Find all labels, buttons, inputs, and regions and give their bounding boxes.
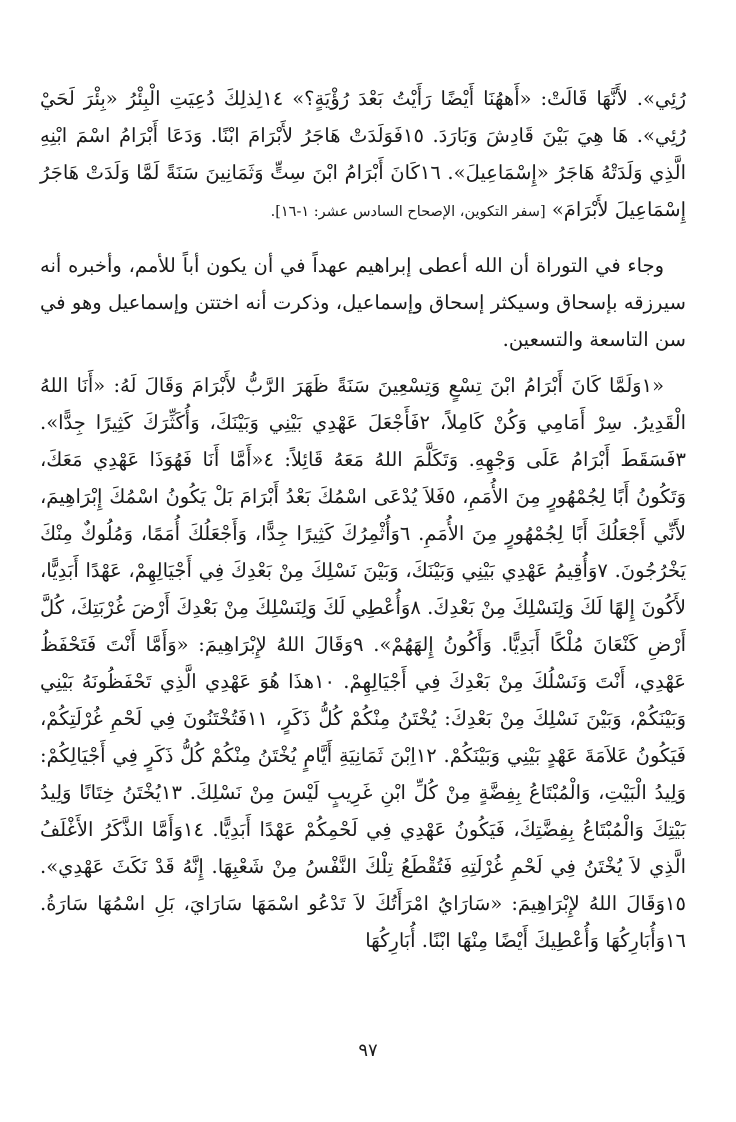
page-number: ٩٧ (358, 1040, 378, 1061)
scripture-quote (40, 80, 686, 231)
quoted-passage-genesis-17 (40, 367, 686, 959)
scripture-text: رُئِي». لأَنَّهَا قَالَتْ: «أَههُنَا أَيْضًا رَأَيْتُ بَعْدَ رُؤْيَةٍ؟» ١٤لِذلِكَ دُعِيَتِ الْبِئْرُ «بِئْرَ لَحَيْ رُئِي». هَا هِيَ بَيْنَ قَادِشَ وَبَارَدَ. ١٥فَوَلَدَتْ هَاجَرُ لأَبْرَامَ ابْنًا. وَدَعَا أَبْرَامُ اسْمَ ابْنِهِ الَّذِي وَلَدَتْهُ هَاجَرُ «إِسْمَاعِيلَ». ١٦كَانَ أَبْرَامُ ابْنَ سِتٍّ وَثَمَانِينَ سَنَةً لَمَّا وَلَدَتْ هَاجَرُ إِسْمَاعِيلَ لأَبْرَامَ» (40, 87, 687, 221)
scripture-citation: [سفر التكوين، الإصحاح السادس عشر: ١-١٦]. (270, 204, 546, 220)
commentary-text: وجاء في التوراة أن الله أعطى إبراهيم عهداً في أن يكون أباً للأمم، وأخبره أنه سيرزقه بإسحاق وسيكثر إسحاق وإسماعيل، وذكرت أنه اختتن وإسماعيل وهو في سن التاسعة والتسعين. (40, 254, 686, 351)
commentary-paragraph (40, 247, 686, 358)
quoted-passage-genesis-16 (40, 80, 686, 231)
scripture-text: «١وَلَمَّا كَانَ أَبْرَامُ ابْنَ تِسْعٍ وَتِسْعِينَ سَنَةً ظَهَرَ الرَّبُّ لأَبْرَامَ وَقَالَ لَهُ: «أَنَا اللهُ الْقَدِيرُ. سِرْ أَمَامِي وَكُنْ كَامِلاً، ٢فَأَجْعَلَ عَهْدِي بَيْنِي وَبَيْنَكَ، وَأُكَثِّرَكَ كَثِيرًا جِدًّا». ٣فَسَقَطَ أَبْرَامُ عَلَى وَجْهِهِ. وَتَكَلَّمَ اللهُ مَعَهُ قَائِلاً: ٤«أَمَّا أَنَا فَهُوَذَا عَهْدِي مَعَكَ، وَتَكُونُ أَبًا لِجُمْهُورٍ مِنَ الأُمَمِ، ٥فَلاَ يُدْعَى اسْمُكَ بَعْدُ أَبْرَامَ بَلْ يَكُونُ اسْمُكَ إِبْرَاهِيمَ، لأَنِّي أَجْعَلُكَ أَبًا لِجُمْهُورٍ مِنَ الأُمَمِ. ٦وَأُثْمِرُكَ كَثِيرًا جِدًّا، وَأَجْعَلُكَ أُمَمًا، وَمُلُوكٌ مِنْكَ يَخْرُجُونَ. ٧وَأُقِيمُ عَهْدِي بَيْنِي وَبَيْنَكَ، وَبَيْنَ نَسْلِكَ مِنْ بَعْدِكَ فِي أَجْيَالِهِمْ، عَهْدًا أَبَدِيًّا، لأَكُونَ إِلهًا لَكَ وَلِنَسْلِكَ مِنْ بَعْدِكَ. ٨وَأُعْطِي لَكَ وَلِنَسْلِكَ مِنْ بَعْدِكَ أَرْضَ غُرْبَتِكَ، كُلَّ أَرْضِ كَنْعَانَ مُلْكًا أَبَدِيًّا. وَأَكُونُ إِلهَهُمْ». ٩وَقَالَ اللهُ لإِبْرَاهِيمَ: «وَأَمَّا أَنْتَ فَتَحْفَظُ عَهْدِي، أَنْتَ وَنَسْلُكَ مِنْ بَعْدِكَ فِي أَجْيَالِهِمْ. ١٠هذَا هُوَ عَهْدِي الَّذِي تَحْفَظُونَهُ بَيْنِي وَبَيْنَكُمْ، وَبَيْنَ نَسْلِكَ مِنْ بَعْدِكَ: يُخْتَنُ مِنْكُمْ كُلُّ ذَكَرٍ، ١١فَتُخْتَنُونَ فِي لَحْمِ غُرْلَتِكُمْ، فَيَكُونُ عَلاَمَةَ عَهْدٍ بَيْنِي وَبَيْنَكُمْ. ١٢اِبْنَ ثَمَانِيَةِ أَيَّامٍ يُخْتَنُ مِنْكُمْ كُلُّ ذَكَرٍ فِي أَجْيَالِكُمْ: وَلِيدُ الْبَيْتِ، وَالْمُبْتَاعُ بِفِضَّةٍ مِنْ كُلِّ ابْنِ غَرِيبٍ لَيْسَ مِنْ نَسْلِكَ. ١٣يُخْتَنُ خِتَانًا وَلِيدُ بَيْتِكَ وَالْمُبْتَاعُ بِفِضَّتِكَ، فَيَكُونُ عَهْدِي فِي لَحْمِكُمْ عَهْدًا أَبَدِيًّا. ١٤وَأَمَّا الذَّكَرُ الأَغْلَفُ الَّذِي لاَ يُخْتَنُ فِي لَحْمِ غُرْلَتِهِ فَتُقْطَعُ تِلْكَ النَّفْسُ مِنْ شَعْبِهَا. إِنَّهُ قَدْ نَكَثَ عَهْدِي». ١٥وَقَالَ اللهُ لإِبْرَاهِيمَ: «سَارَايُ امْرَأَتُكَ لاَ تَدْعُو اسْمَهَا سَارَايَ، بَلِ اسْمُهَا سَارَةُ. ١٦وَأُبَارِكُهَا وَأُعْطِيكَ أَيْضًا مِنْهَا ابْنًا. أُبَارِكُهَا (40, 374, 687, 952)
